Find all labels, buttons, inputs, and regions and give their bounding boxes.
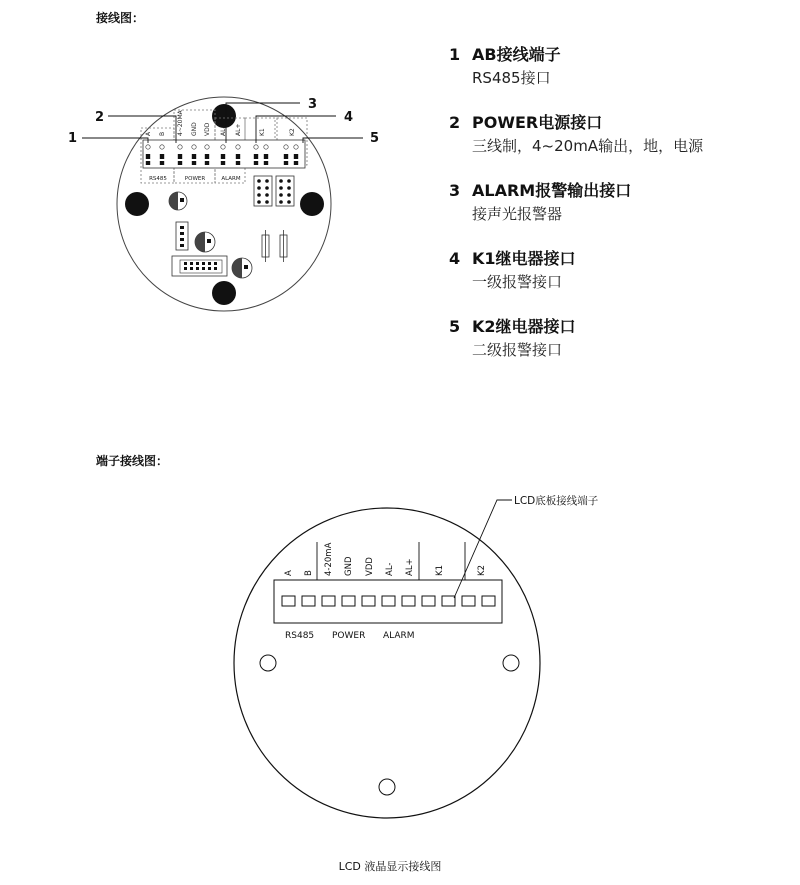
terminal-group-label-power: POWER [332,631,366,641]
pcb-terminal-slot [284,154,288,159]
legend-item [449,44,789,112]
terminal-pin-box [422,596,435,606]
pcb-connector-pin [180,244,184,247]
terminal-pin-box [462,596,475,606]
pcb-terminal-slot [294,154,298,159]
terminal-pin-label-a: A [284,570,294,576]
legend-description: 一级报警接口 [472,273,563,291]
legend-title: POWER电源接口 [472,113,603,132]
pcb-terminal-slot [205,161,209,165]
pcb-connector-pin [202,267,205,270]
pcb-terminal-slot [221,161,225,165]
pcb-header-pin [257,186,261,190]
pcb-terminal-slot [160,161,164,165]
pcb-capacitor-1 [169,192,187,210]
callout-number-3: 3 [308,97,318,112]
pcb-connector-pin [208,262,211,265]
pcb-terminal-screw [284,145,288,149]
pcb-terminal-slot [146,161,150,165]
pcb-terminal-slot [205,154,209,159]
pcb-pin-label-a: A [145,131,152,136]
pcb-pin-label-al-minus: AL- [220,126,227,136]
legend-number: 4 [449,249,461,268]
pcb-header-pin [287,200,291,204]
pcb-terminal-slot [178,161,182,165]
pcb-terminal-slot [264,154,268,159]
pcb-header-pin [287,193,291,197]
legend-item [449,316,789,384]
pcb-header-pin [279,179,283,183]
pcb-header-pin [257,200,261,204]
pcb-pin-label-b: B [159,131,166,136]
pcb-connector-pin [180,232,184,235]
pcb-connector-pin [180,226,184,229]
pcb-terminal-screw [264,145,268,149]
pcb-terminal-slot [254,154,258,159]
callout-line-5 [303,138,363,143]
terminal-pin-box [482,596,495,606]
pcb-header-pin [265,200,269,204]
pcb-terminal-slot [264,161,268,165]
pcb-header-pin [257,193,261,197]
pcb-terminal-screw [294,145,298,149]
pcb-connector-pin [214,267,217,270]
callout-number-1: 1 [68,131,78,146]
terminal-pin-label-gnd: GND [344,556,354,576]
pcb-connector-pin [184,267,187,270]
mounting-hole-bottom [212,281,236,305]
pcb-connector-pin [214,262,217,265]
legend-description: 二级报警接口 [472,341,563,359]
legend-number: 3 [449,181,461,200]
terminal-group-label-alarm: ALARM [383,631,415,641]
pcb-terminal-slot [192,161,196,165]
pcb-pin-label-k2: K2 [289,128,296,136]
pcb-terminal-screw [160,145,164,149]
mounting-hole-left [260,655,276,671]
legend-description: 三线制，4~20mA输出，地，电源 [472,137,704,155]
terminal-pin-label-vdd: VDD [365,557,375,576]
pcb-connector-pin [180,238,184,241]
pcb-connector-pin [184,262,187,265]
pcb-connector-pin [190,267,193,270]
mounting-hole-left [125,192,149,216]
pcb-connector-pin [202,262,205,265]
terminal-pin-box [302,596,315,606]
pcb-terminal-slot [178,154,182,159]
pcb-header-pin [265,193,269,197]
mounting-hole-right [300,192,324,216]
pcb-header-pin [287,186,291,190]
pcb-terminal-screw [221,145,225,149]
pcb-terminal-slot [146,154,150,159]
pcb-pin-label-k1: K1 [259,128,266,136]
mounting-hole-bottom [379,779,395,795]
legend-title: K1继电器接口 [472,249,576,268]
pcb-group-label-rs485: RS485 [149,176,167,182]
callout-number-5: 5 [370,131,380,146]
pcb-terminal-screw [146,145,150,149]
legend-number: 5 [449,317,461,336]
legend-item [449,248,789,316]
pcb-header-pin [279,186,283,190]
lcd-board-outline [234,508,540,818]
terminal-pin-box [402,596,415,606]
terminal-pin-box [342,596,355,606]
legend-number: 1 [449,45,461,64]
pcb-terminal-screw [205,145,209,149]
terminal-pin-label-4-20ma: 4-20mA [324,542,334,576]
diagram-caption: LCD 液晶显示接线图 [338,860,442,873]
pcb-header-pin [265,186,269,190]
pcb-pin-label-vdd: VDD [204,122,211,136]
pcb-terminal-slot [221,154,225,159]
pcb-pin-label-al-plus: AL+ [235,123,242,136]
pcb-capacitor-2 [195,232,215,252]
pcb-terminal-slot [236,161,240,165]
legend-title: ALARM报警输出接口 [472,181,632,200]
legend-item [449,180,789,248]
terminal-pin-box [442,596,455,606]
mounting-hole-right [503,655,519,671]
mounting-hole-top [212,104,236,128]
legend-list [449,44,789,384]
legend-item [449,112,789,180]
terminal-annotation: LCD底板接线端子 [514,495,599,507]
legend-title: K2继电器接口 [472,317,576,336]
pcb-terminal-slot [236,154,240,159]
pcb-connector-pin [208,267,211,270]
terminal-pin-label-al-minus: AL- [385,562,395,576]
terminal-diagram-title: 端子接线图： [96,454,169,468]
pcb-terminal-screw [236,145,240,149]
pcb-header-pin [287,179,291,183]
pcb-pin-label-4-20ma: 4~20MA [177,110,184,136]
pcb-capacitor-3 [232,258,252,278]
terminal-pin-box [282,596,295,606]
legend-number: 2 [449,113,461,132]
pcb-connector-pin [196,267,199,270]
pcb-connector-pin [190,262,193,265]
pcb-connector-pin [196,262,199,265]
terminal-pin-box [362,596,375,606]
legend-description: RS485接口 [472,69,551,87]
callout-number-2: 2 [95,110,105,125]
pcb-pin-header [254,176,272,206]
pcb-terminal-screw [192,145,196,149]
legend-title: AB接线端子 [472,45,561,64]
callout-number-4: 4 [344,110,354,125]
pcb-group-label-alarm: ALARM [221,176,241,182]
legend-description: 接声光报警器 [472,205,563,223]
terminal-group-label-rs485: RS485 [285,631,315,641]
terminal-pin-box [322,596,335,606]
pcb-terminal-screw [254,145,258,149]
terminal-pin-label-b: B [304,570,314,576]
terminal-wiring-diagram [0,470,800,880]
pcb-terminal-slot [254,161,258,165]
pcb-terminal-slot [294,161,298,165]
pcb-terminal-slot [284,161,288,165]
pcb-pin-label-gnd: GND [191,122,198,136]
terminal-pin-box [382,596,395,606]
pcb-header-pin [257,179,261,183]
pcb-header-pin [279,193,283,197]
terminal-pin-label-k2: K2 [477,565,487,576]
pcb-terminal-slot [192,154,196,159]
pcb-pin-header [276,176,294,206]
terminal-pin-label-k1: K1 [435,565,445,576]
pcb-terminal-slot [160,154,164,159]
pcb-terminal-screw [178,145,182,149]
wiring-diagram-title: 接线图： [96,11,145,25]
terminal-pin-label-al-plus: AL+ [405,558,415,576]
pcb-group-label-power: POWER [184,176,206,182]
pcb-header-pin [265,179,269,183]
pcb-header-pin [279,200,283,204]
